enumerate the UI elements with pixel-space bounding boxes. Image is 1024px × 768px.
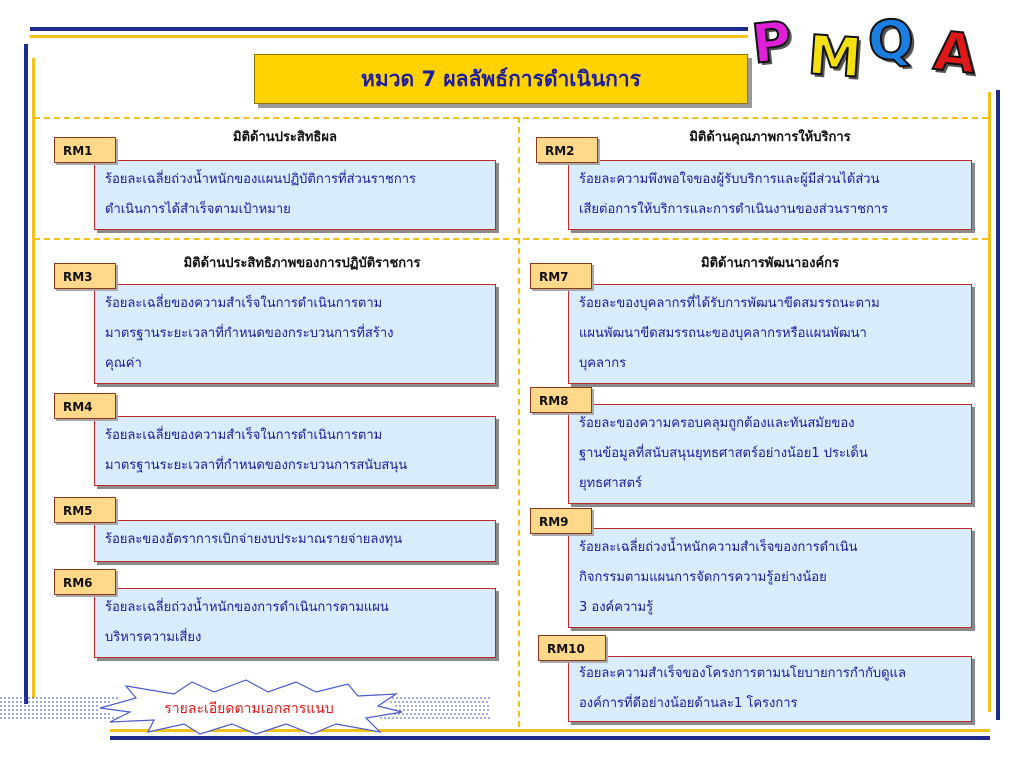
rm8-line-3: ยุทธศาสตร์ — [579, 476, 643, 491]
rm1-line-2: ดำเนินการได้สำเร็จตามเป้าหมาย — [105, 202, 291, 217]
grid-divider-vertical — [518, 117, 520, 727]
rm2-tag: RM2 — [536, 137, 598, 163]
rm3-line-3: คุณค่า — [105, 356, 142, 371]
rm9-line-1: ร้อยละเฉลี่ยถ่วงน้ำหนักความสำเร็จของการดำเนิน — [579, 540, 858, 555]
section-heading-efficiency: มิติด้านประสิทธิภาพของการปฏิบัติราชการ — [183, 256, 421, 271]
rm8-line-2: ฐานข้อมูลที่สนับสนุนยุทธศาสตร์อย่างน้อย1 ประเด็น — [579, 446, 868, 461]
rm4-line-1: ร้อยละเฉลี่ยของความสำเร็จในการดำเนินการตาม — [105, 428, 383, 443]
section-heading-effectiveness: มิติด้านประสิทธิผล — [233, 130, 337, 145]
pmqa-logo-letter-a: A — [930, 18, 980, 87]
rm10-tag: RM10 — [538, 635, 606, 661]
pmqa-logo-letter-q: Q — [865, 7, 917, 74]
rm7-line-3: บุคลากร — [579, 356, 627, 371]
rm4-line-2: มาตรฐานระยะเวลาที่กำหนดของกระบวนการสนับสนุน — [105, 458, 408, 473]
rm9-tag: RM9 — [530, 508, 592, 534]
rm1-tag: RM1 — [54, 137, 116, 163]
rm10-indicator-box — [568, 656, 972, 722]
section-heading-service-quality: มิติด้านคุณภาพการให้บริการ — [689, 130, 851, 145]
rm10-line-1: ร้อยละความสำเร็จของโครงการตามนโยบายการกำกับดูแล — [579, 666, 906, 681]
rm3-tag: RM3 — [54, 263, 116, 289]
page-title: หมวด 7 ผลลัพธ์การดำเนินการ — [361, 66, 641, 91]
rm3-indicator-box — [94, 284, 496, 384]
pmqa-logo-letter-m: M — [805, 23, 864, 90]
rm9-line-2: กิจกรรมตามแผนการจัดการความรู้อย่างน้อย — [579, 570, 827, 585]
rm2-line-2: เสียต่อการให้บริการและการดำเนินงานของส่วนราชการ — [579, 202, 889, 217]
rm9-indicator-box — [568, 528, 972, 628]
rm7-indicator-box — [568, 284, 972, 384]
rm5-tag: RM5 — [54, 497, 116, 523]
rm4-indicator-box — [94, 416, 496, 486]
rm7-line-2: แผนพัฒนาขีดสมรรถนะของบุคลากรหรือแผนพัฒนา — [579, 326, 867, 341]
section-heading-org-development: มิติด้านการพัฒนาองค์กร — [701, 256, 839, 271]
rm1-indicator-box — [94, 160, 496, 230]
rm8-line-1: ร้อยละของความครอบคลุมถูกต้องและทันสมัยของ — [579, 416, 855, 431]
grid-divider-middle — [34, 238, 988, 240]
rm6-line-2: บริหารความเสี่ยง — [105, 630, 202, 645]
rm6-line-1: ร้อยละเฉลี่ยถ่วงน้ำหนักของการดำเนินการตามแผน — [105, 600, 389, 615]
frame-bottom-line — [110, 736, 990, 740]
rm8-tag: RM8 — [530, 387, 592, 413]
frame-top-line — [30, 27, 748, 31]
rm2-indicator-box — [568, 160, 972, 230]
grid-divider-top — [34, 117, 988, 119]
page-title-box — [254, 54, 748, 104]
rm5-indicator-box — [94, 520, 496, 562]
frame-left-accent — [32, 58, 35, 698]
rm8-indicator-box — [568, 404, 972, 504]
rm7-line-1: ร้อยละของบุคลากรที่ได้รับการพัฒนาขีดสมรรถนะตาม — [579, 296, 880, 311]
rm6-indicator-box — [94, 588, 496, 658]
rm3-line-1: ร้อยละเฉลี่ยของความสำเร็จในการดำเนินการตาม — [105, 296, 383, 311]
frame-left-line — [24, 44, 28, 704]
rm10-line-2: องค์การที่ดีอย่างน้อยด้านละ1 โครงการ — [579, 696, 798, 711]
pmqa-logo-letter-p: P — [748, 9, 795, 76]
detail-note: รายละเอียดตามเอกสารแนบ — [164, 701, 334, 717]
frame-right-accent — [988, 92, 991, 712]
rm5-line-1: ร้อยละของอัตราการเบิกจ่ายงบประมาณรายจ่ายลงทุน — [105, 532, 403, 547]
rm6-tag: RM6 — [54, 569, 116, 595]
frame-right-line — [996, 90, 1000, 720]
rm7-tag: RM7 — [530, 263, 592, 289]
rm9-line-3: 3 องค์ความรู้ — [579, 600, 654, 615]
rm1-line-1: ร้อยละเฉลี่ยถ่วงน้ำหนักของแผนปฏิบัติการที่ส่วนราชการ — [105, 172, 416, 187]
rm4-tag: RM4 — [54, 393, 116, 419]
rm3-line-2: มาตรฐานระยะเวลาที่กำหนดของกระบวนการที่สร้าง — [105, 326, 394, 341]
rm2-line-1: ร้อยละความพึงพอใจของผู้รับบริการและผู้มีส่วนได้ส่วน — [579, 172, 880, 187]
frame-top-accent — [30, 35, 748, 38]
